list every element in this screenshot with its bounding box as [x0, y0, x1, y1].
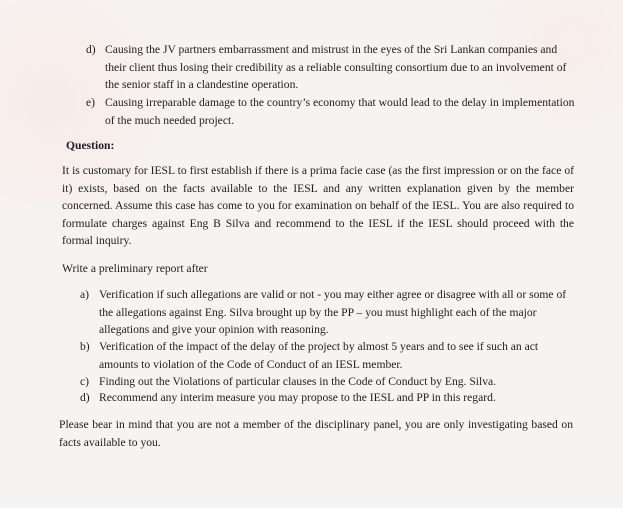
list-item-text: Causing irreparable damage to the country’s economy that would lead to the delay in implementation of the much needed project.: [105, 96, 575, 127]
list-item-report-b: [80, 338, 574, 373]
list-item-top-e: [86, 94, 576, 129]
list-item-text: Finding out the Violations of particular clauses in the Code of Conduct by Eng. Silva.: [99, 375, 497, 388]
list-item-report-a: [80, 286, 574, 339]
list-item-text: Causing the JV partners embarrassment and mistrust in the eyes of the Sri Lankan companies and their client thus losing their credibility as a reliable consulting consortium due to an involvement of the senior staff in a clandestine operation.: [105, 43, 567, 91]
report-intro: Write a preliminary report after: [62, 262, 208, 275]
closing-note: Please bear in mind that you are not a member of the disciplinary panel, you are only investigating based on facts available to you.: [59, 418, 573, 449]
list-item-top-d: [86, 41, 576, 94]
question-heading: Question:: [66, 139, 115, 152]
list-item-report-c: [80, 373, 574, 391]
list-item-text: Recommend any interim measure you may propose to the IESL and PP in this regard.: [99, 391, 496, 404]
list-marker: c): [80, 375, 90, 388]
list-item-text: Verification of the impact of the delay of the project by almost 5 years and to see if such an act amounts to violation of the Code of Conduct of an IESL member.: [99, 340, 539, 371]
question-paragraph: It is customary for IESL to first establish if there is a prima facie case (as the first impression or on the face of it) exists, based on the facts available to the IESL and any written explanation given by the member concerned. Assume this case has come to you for examination on behalf of the IESL. You are also required to formulate charges against Eng B Silva and recommend to the IESL if the IESL should proceed with the formal inquiry.: [62, 164, 574, 247]
list-item-text: Verification if such allegations are valid or not - you may either agree or disagree with all or some of the allegations against Eng. Silva brought up by the PP – you must highlight each of the major allegations and give your opinion with reasoning.: [99, 288, 567, 336]
list-marker: a): [80, 288, 90, 301]
list-marker: e): [86, 96, 96, 109]
list-item-report-d: [80, 389, 574, 407]
list-marker: d): [80, 391, 90, 404]
list-marker: b): [80, 340, 90, 353]
list-marker: d): [86, 43, 96, 56]
